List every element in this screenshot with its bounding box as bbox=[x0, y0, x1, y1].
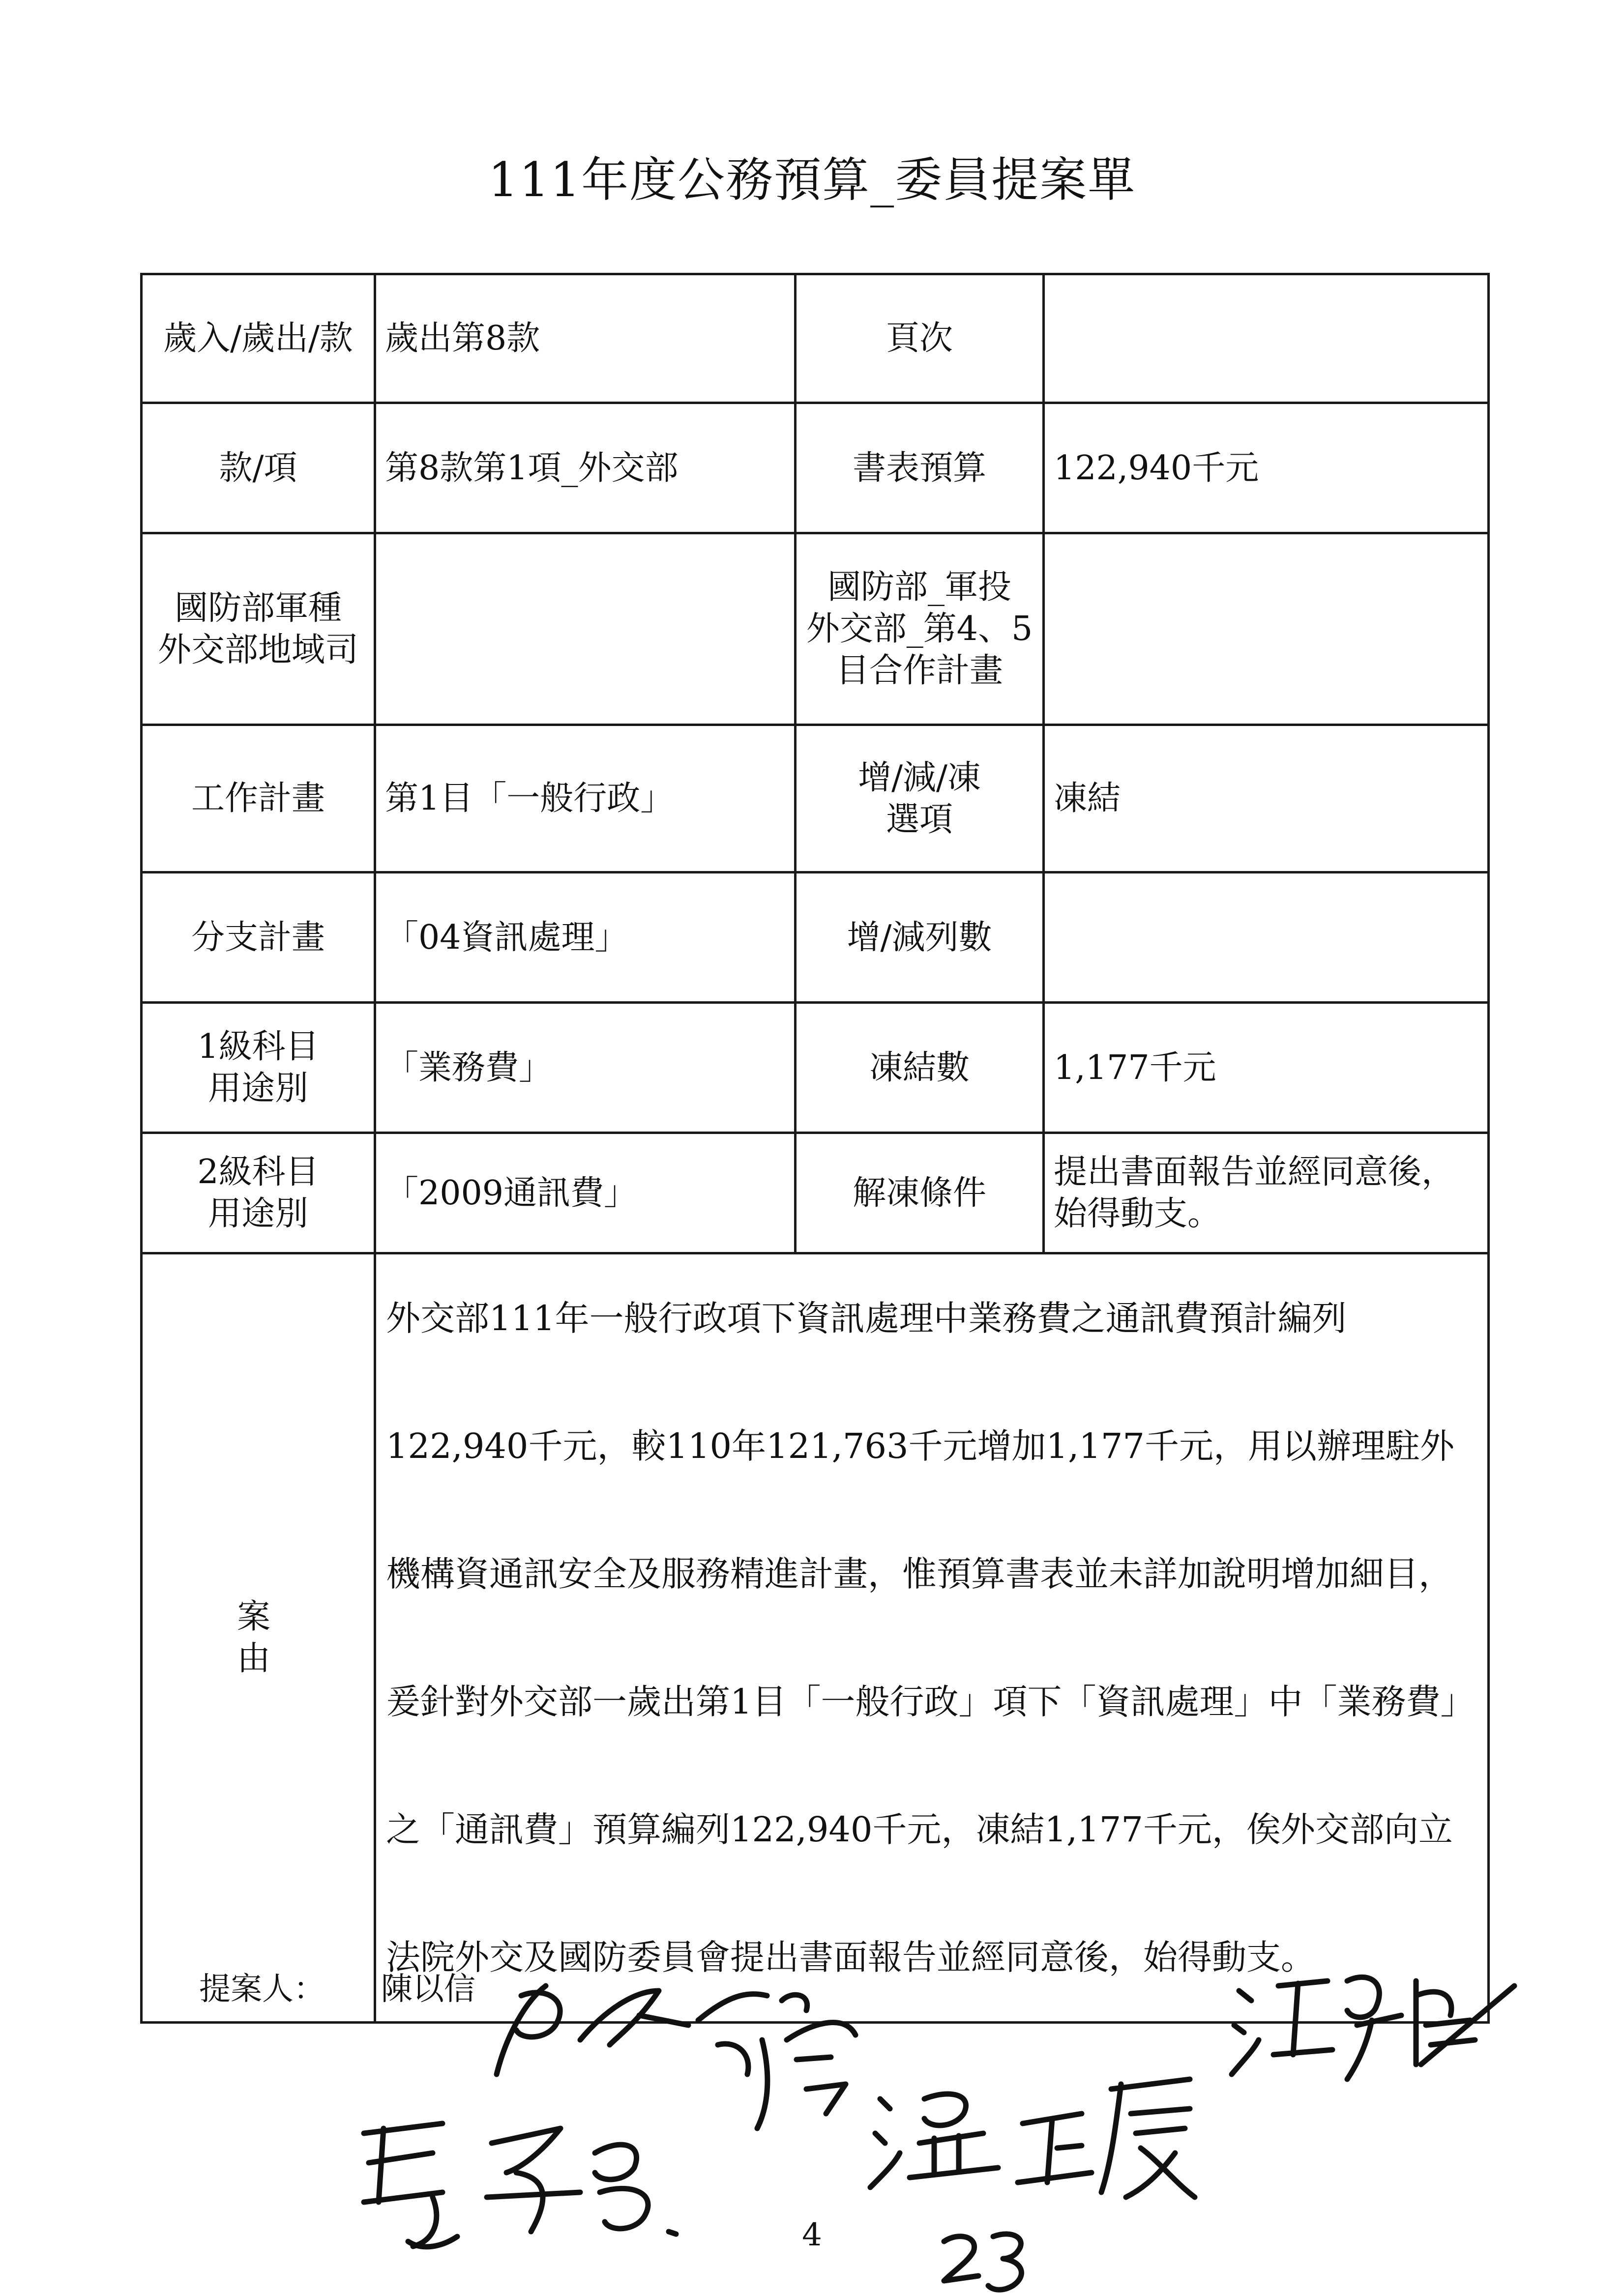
signature-wen-yu-hsia bbox=[870, 2079, 1195, 2197]
reason-text: 外交部111年一般行政項下資訊處理中業務費之通訊費預計編列122,940千元，較110年121,763千元增加1,177千元，用以辦理駐外機構資通訊安全及服務精進計畫，惟預算書表並未詳加說明增加細目，爰針對外交部一歲出第1目「一般行政」項下「資訊處理」中「業務費」之「通訊費」預算編列122,940千元，凍結1,177千元，俟外交部向立法院外交及國防委員會提出書面報告並經同意後，始得動支。 bbox=[375, 1253, 1489, 2023]
field-label: 頁次 bbox=[796, 274, 1044, 403]
field-label: 工作計畫 bbox=[142, 725, 375, 872]
proposal-form-table bbox=[140, 273, 1490, 2024]
field-label: 1級科目 用途別 bbox=[142, 1003, 375, 1133]
field-label: 增/減列數 bbox=[796, 872, 1044, 1003]
field-value bbox=[1044, 533, 1489, 725]
form-row bbox=[142, 533, 1489, 725]
reason-row bbox=[142, 1253, 1489, 2023]
field-value: 「業務費」 bbox=[375, 1003, 796, 1133]
page-number: 4 bbox=[802, 2217, 822, 2253]
form-row bbox=[142, 403, 1489, 533]
field-value: 「2009通訊費」 bbox=[375, 1133, 796, 1253]
form-row bbox=[142, 725, 1489, 872]
field-label: 國防部_軍投 外交部_第4、5 目合作計畫 bbox=[796, 533, 1044, 725]
reason-label: 案由 bbox=[142, 1253, 375, 2023]
field-value: 第1目「一般行政」 bbox=[375, 725, 796, 872]
field-value: 歲出第8款 bbox=[375, 274, 796, 403]
field-value: 第8款第1項_外交部 bbox=[375, 403, 796, 533]
field-value bbox=[1044, 872, 1489, 1003]
field-value: 提出書面報告並經同意後， 始得動支。 bbox=[1044, 1133, 1489, 1253]
field-label: 款/項 bbox=[142, 403, 375, 533]
field-value: 122,940千元 bbox=[1044, 403, 1489, 533]
field-label: 分支計畫 bbox=[142, 872, 375, 1003]
field-label: 書表預算 bbox=[796, 403, 1044, 533]
form-row bbox=[142, 1003, 1489, 1133]
field-value bbox=[1044, 274, 1489, 403]
field-value: 「04資訊處理」 bbox=[375, 872, 796, 1003]
field-label: 國防部軍種 外交部地域司 bbox=[142, 533, 375, 725]
field-label: 2級科目 用途別 bbox=[142, 1133, 375, 1253]
field-label: 歲入/歲出/款 bbox=[142, 274, 375, 403]
field-value bbox=[375, 533, 796, 725]
proposer-label: 提案人： bbox=[199, 1971, 325, 2007]
form-row bbox=[142, 1133, 1489, 1253]
field-value: 凍結 bbox=[1044, 725, 1489, 872]
form-row bbox=[142, 872, 1489, 1003]
form-row bbox=[142, 274, 1489, 403]
page-title: 111年度公務預算_委員提案單 bbox=[488, 152, 1136, 207]
field-value: 1,177千元 bbox=[1044, 1003, 1489, 1133]
field-label: 凍結數 bbox=[796, 1003, 1044, 1133]
proposer-name: 陳以信 bbox=[381, 1971, 475, 2007]
field-label: 解凍條件 bbox=[796, 1133, 1044, 1253]
field-label: 增/減/凍 選項 bbox=[796, 725, 1044, 872]
